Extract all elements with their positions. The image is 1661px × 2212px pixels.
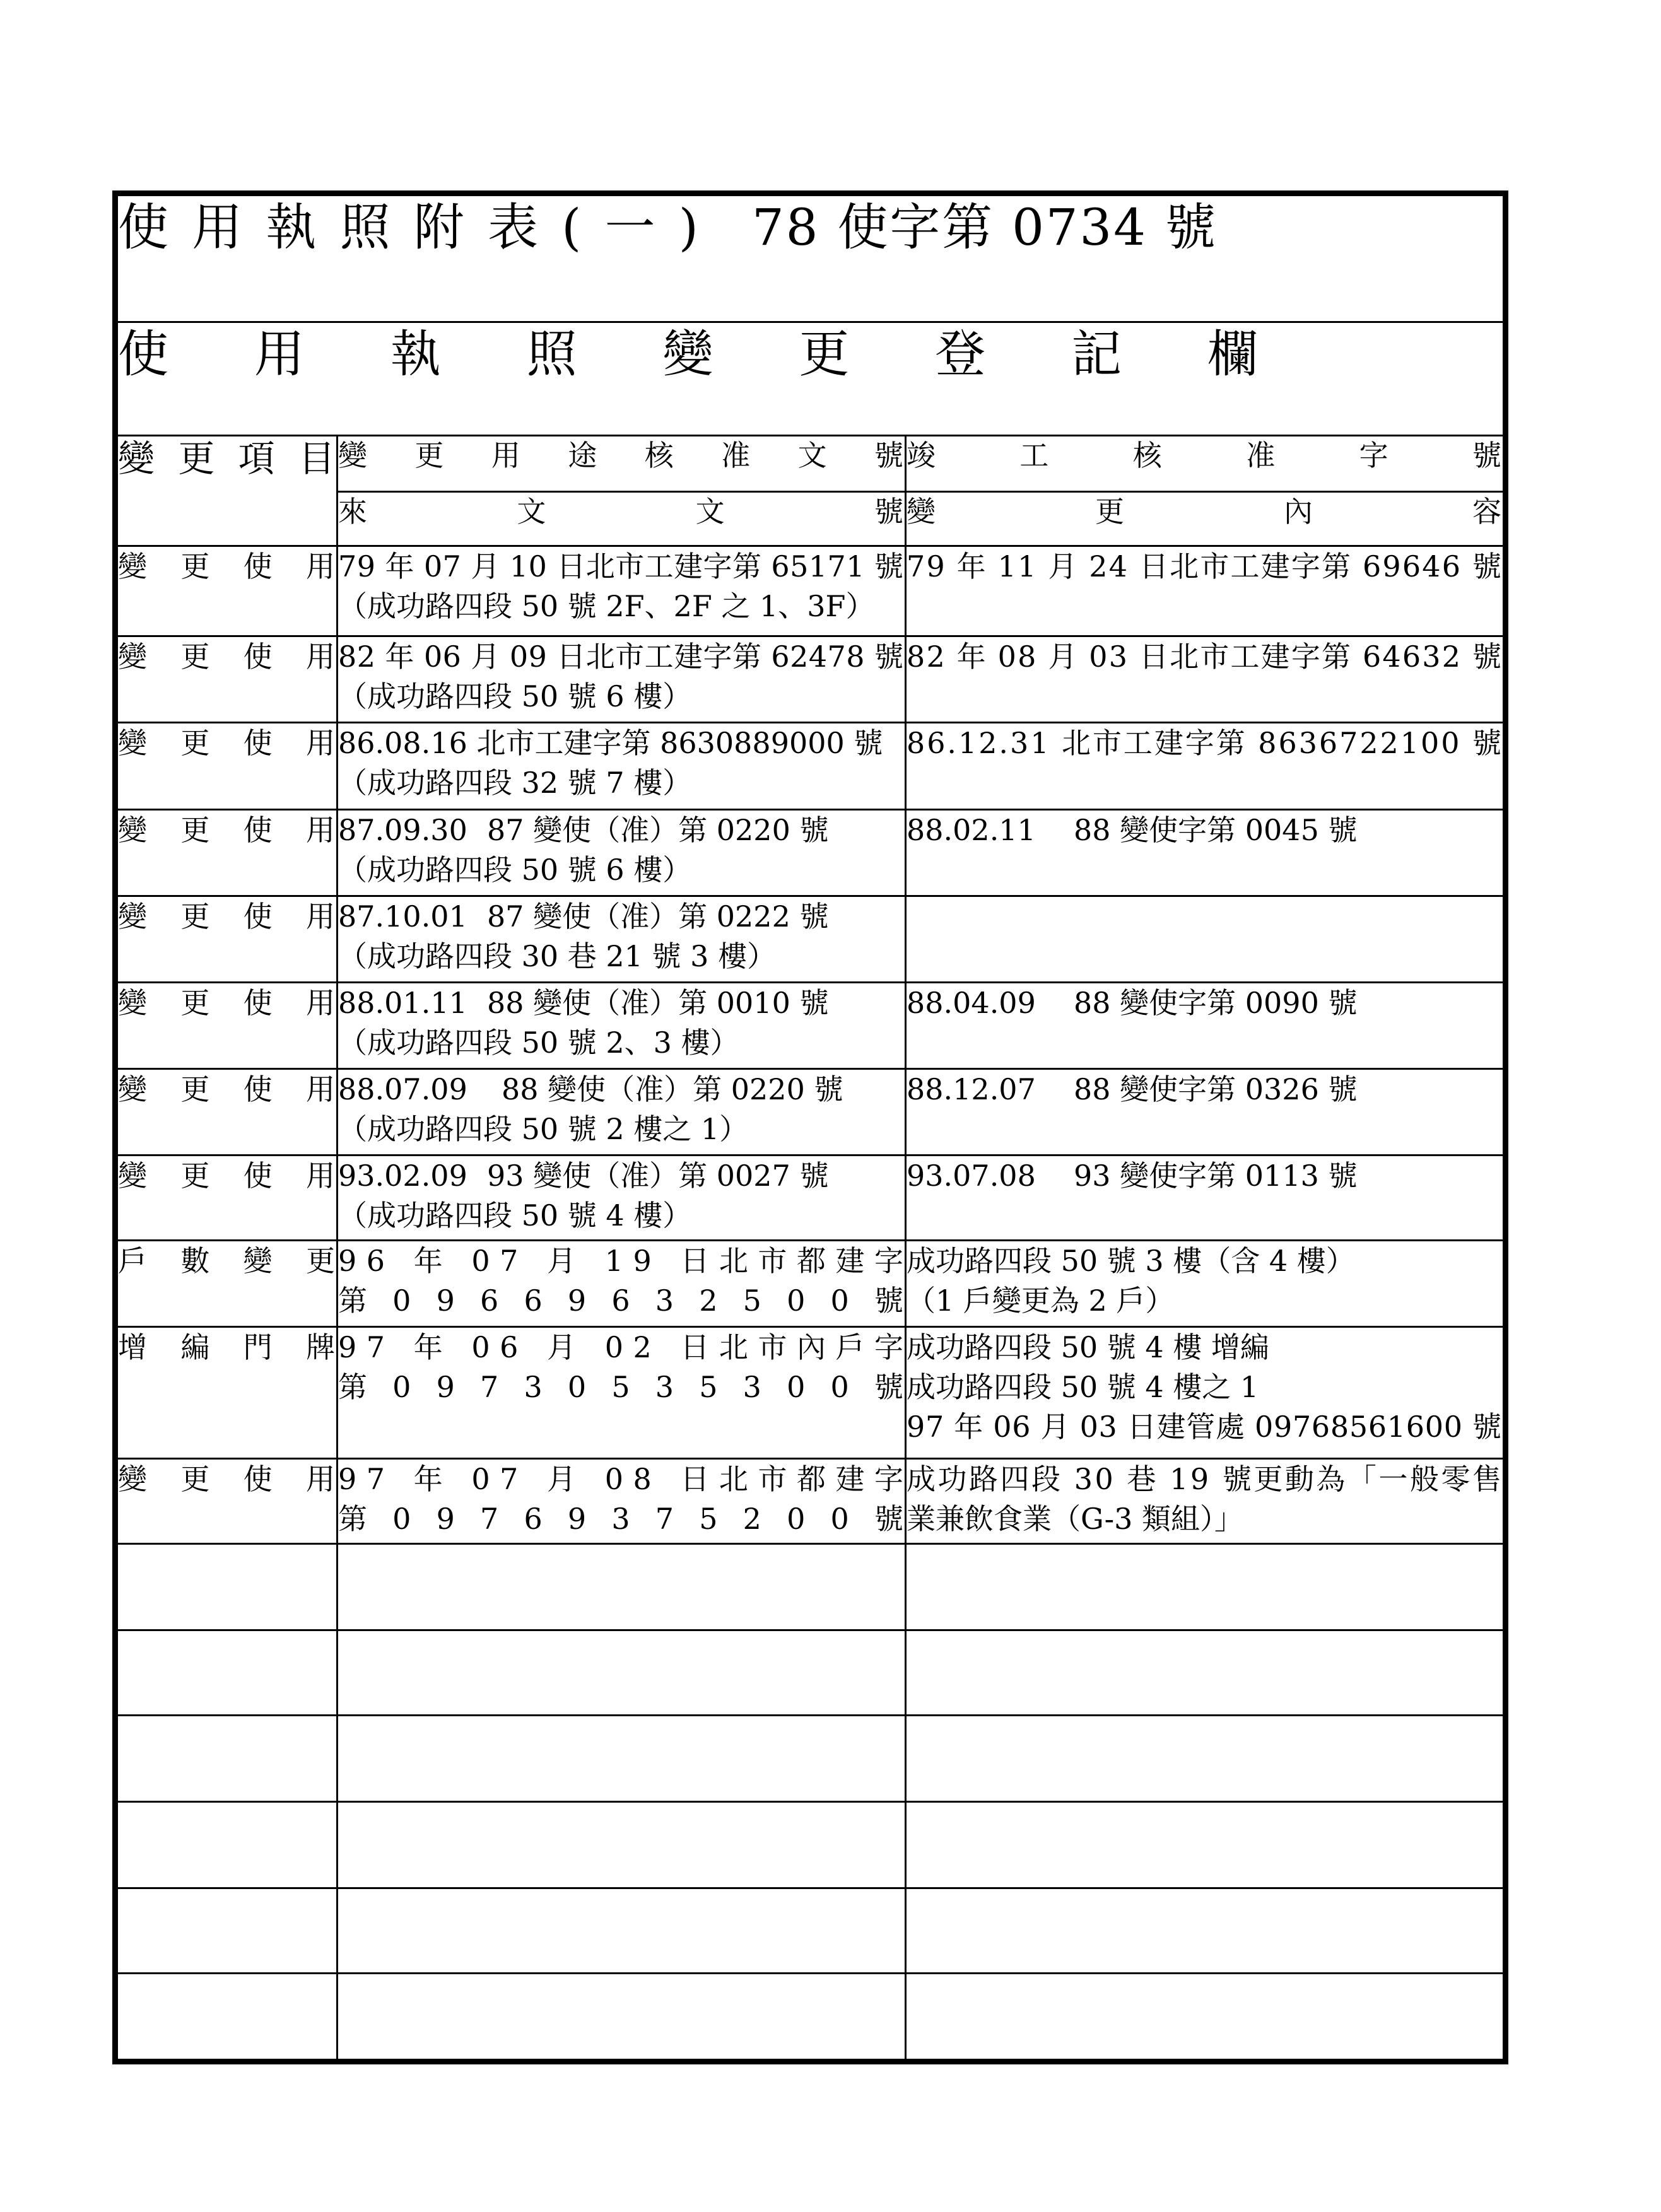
table-row [115,1459,1506,1544]
approval-cell [337,1241,929,1327]
approval-line: 96 年 07 月 19 日北市都建字 [338,1244,913,1278]
approval-cell [337,983,906,1069]
table-row [115,1327,1506,1459]
change-item-cell [115,636,369,723]
change-item-label: 變更使用 [118,813,369,847]
approval-number: 88 變使（准）第 0220 號 [502,1072,843,1106]
empty-cell [906,1716,1506,1802]
change-item-label: 變更使用 [118,899,369,933]
completion-number: 79 年 11 月 24 日北市工建字第 69646 號 [907,549,1503,583]
empty-cell [337,1544,906,1630]
change-item-cell [115,1241,369,1327]
completion-cell [906,1327,1506,1459]
title-row [115,194,1506,322]
approval-cell [337,810,906,896]
change-item-label: 變更使用 [118,726,369,760]
completion-cell [906,723,1506,810]
empty-cell [906,1974,1506,2062]
approval-number: 93 變使（准）第 0027 號 [487,1159,829,1193]
approval-line: 97 年 07 月 08 日北市都建字 [338,1462,913,1496]
completion-cell [906,546,1506,636]
table-row [115,546,1506,636]
empty-row [115,1716,1506,1802]
approval-number: 88 變使（准）第 0010 號 [487,986,829,1020]
approval-line [338,897,905,937]
table-row [115,810,1506,896]
header-incoming-number: 來文文號 [338,494,1054,529]
completion-cell [906,896,1506,983]
completion-date: 88.02.11 [907,813,1036,847]
completion-line: 成功路四段 50 號 4 樓 增編 [907,1330,1269,1364]
approval-date: 87.09.30 [338,813,467,847]
header-approval-number: 變更用途核准文號 [338,438,951,472]
completion-line [907,1070,1503,1109]
title-cell [115,194,1506,322]
completion-number: 93 變使字第 0113 號 [1074,1159,1358,1193]
header-content-cell [906,492,1661,546]
completion-number: 82 年 08 月 03 日北市工建字第 64632 號 [907,640,1503,674]
approval-address: （成功路四段 50 號 2、3 樓） [338,1026,739,1060]
change-item-cell [115,810,369,896]
table-row [115,896,1506,983]
empty-cell [906,1630,1506,1716]
completion-cell [906,636,1506,723]
approval-cell [337,896,906,983]
header-row [115,436,1506,492]
approval-address: （成功路四段 30 巷 21 號 3 樓） [338,939,777,973]
empty-cell [337,1716,906,1802]
approval-line [338,1156,905,1196]
completion-line: 業兼飲食業（G-3 類組）」 [907,1502,1244,1536]
change-item-cell [115,723,369,810]
change-item-cell [115,1069,369,1156]
completion-cell [906,1459,1506,1544]
completion-number: 88 變使字第 0045 號 [1074,813,1358,847]
header-item: 變更項目 [118,437,359,480]
empty-cell [337,1802,906,1888]
approval-number: 87 變使（准）第 0220 號 [487,813,829,847]
approval-cell [337,636,906,723]
completion-cell [906,1156,1506,1241]
table-row [115,1156,1506,1241]
completion-line: （1 戶變更為 2 戶） [907,1284,1175,1318]
approval-cell [337,1327,929,1459]
change-item-cell [115,1459,369,1544]
empty-cell [115,1802,337,1888]
empty-cell [115,1630,337,1716]
header-completion-cell [906,436,1586,492]
change-item-cell [115,983,369,1069]
change-item-label: 增編門牌 [118,1330,369,1364]
change-register-table [112,190,1661,2064]
register-subtitle: 使用執照變更登記欄 [118,325,1344,383]
header-approval-cell [337,436,951,492]
empty-cell [115,1716,337,1802]
license-number: 78 使字第 0734 號 [752,198,1218,257]
approval-date: 87.10.01 [338,899,467,933]
header-change-content: 變更內容 [907,494,1661,529]
completion-line [907,1156,1503,1196]
approval-line: 第09669632500號 [338,1284,929,1318]
empty-cell [337,1630,906,1716]
empty-row [115,1888,1506,1974]
approval-address: （成功路四段 50 號 4 樓） [338,1198,692,1232]
approval-line [338,1070,905,1109]
empty-cell [906,1888,1506,1974]
completion-cell [906,983,1506,1069]
empty-cell [115,1888,337,1974]
table-row [115,636,1506,723]
table-row [115,1241,1506,1327]
change-item-label: 變更使用 [118,640,369,674]
completion-line [907,983,1503,1023]
change-item-label: 變更使用 [118,1159,369,1193]
approval-line: 第09730535300號 [338,1370,929,1404]
empty-row [115,1974,1506,2062]
empty-row [115,1802,1506,1888]
change-item-cell [115,1156,369,1241]
approval-date: 88.07.09 [338,1072,467,1106]
approval-address: （成功路四段 50 號 6 樓） [338,853,692,887]
completion-cell [906,1241,1506,1327]
completion-cell [906,810,1506,896]
empty-cell [906,1802,1506,1888]
approval-address: （成功路四段 50 號 6 樓） [338,679,692,713]
completion-line: 成功路四段 50 號 4 樓之 1 [907,1370,1259,1404]
approval-number: 79 年 07 月 10 日北市工建字第 65171 號 [338,549,904,583]
approval-line: 第09769375200號 [338,1502,929,1536]
change-item-cell [115,896,369,983]
subtitle-row [115,322,1506,436]
completion-number: 86.12.31 北市工建字第 8636722100 號 [907,726,1503,760]
change-item-cell [115,1327,369,1459]
subtitle-cell [115,322,1506,436]
completion-date: 88.12.07 [907,1072,1036,1106]
approval-address: （成功路四段 50 號 2F、2F 之 1、3F） [338,589,875,623]
change-item-label: 變更使用 [118,1462,369,1496]
empty-cell [115,1544,337,1630]
completion-date: 93.07.08 [907,1159,1036,1193]
change-item-label: 變更使用 [118,1072,369,1106]
table-row [115,723,1506,810]
approval-cell [337,1459,929,1544]
header-completion-number: 竣工核准字號 [907,438,1586,472]
approval-date: 93.02.09 [338,1159,467,1193]
change-item-label: 戶數變更 [118,1244,369,1278]
completion-cell [906,1069,1506,1156]
change-item-label: 變更使用 [118,549,369,583]
approval-cell [337,1069,906,1156]
appendix-title: 使用執照附表(一) [118,198,722,257]
empty-row [115,1630,1506,1716]
header-item-cell [115,436,359,546]
empty-cell [337,1888,906,1974]
empty-cell [115,1974,337,2062]
approval-cell [337,1156,906,1241]
empty-row [115,1544,1506,1630]
approval-number: 87 變使（准）第 0222 號 [487,899,829,933]
empty-cell [906,1544,1506,1630]
header-incoming-cell [337,492,1054,546]
completion-line: 成功路四段 30 巷 19 號更動為「一般零售 [907,1462,1504,1496]
approval-line: 97 年 06 月 02 日北市內戶字 [338,1330,913,1364]
approval-address: （成功路四段 50 號 2 樓之 1） [338,1112,749,1146]
approval-number: 86.08.16 北市工建字第 8630889000 號 [338,726,883,760]
completion-line [907,810,1503,850]
approval-number: 82 年 06 月 09 日北市工建字第 62478 號 [338,640,904,674]
table-row [115,1069,1506,1156]
table-row [115,983,1506,1069]
approval-cell [337,546,906,636]
completion-line: 97 年 06 月 03 日建管處 09768561600 號 [907,1410,1502,1444]
completion-date: 88.04.09 [907,986,1036,1020]
approval-line [338,810,905,850]
change-item-cell [115,546,369,636]
approval-line [338,983,905,1023]
completion-line: 成功路四段 50 號 3 樓（含 4 樓） [907,1244,1355,1278]
completion-number: 88 變使字第 0326 號 [1074,1072,1358,1106]
empty-cell [337,1974,906,2062]
change-item-label: 變更使用 [118,986,369,1020]
completion-number: 88 變使字第 0090 號 [1074,986,1358,1020]
approval-cell [337,723,906,810]
approval-date: 88.01.11 [338,986,467,1020]
approval-address: （成功路四段 32 號 7 樓） [338,766,692,800]
